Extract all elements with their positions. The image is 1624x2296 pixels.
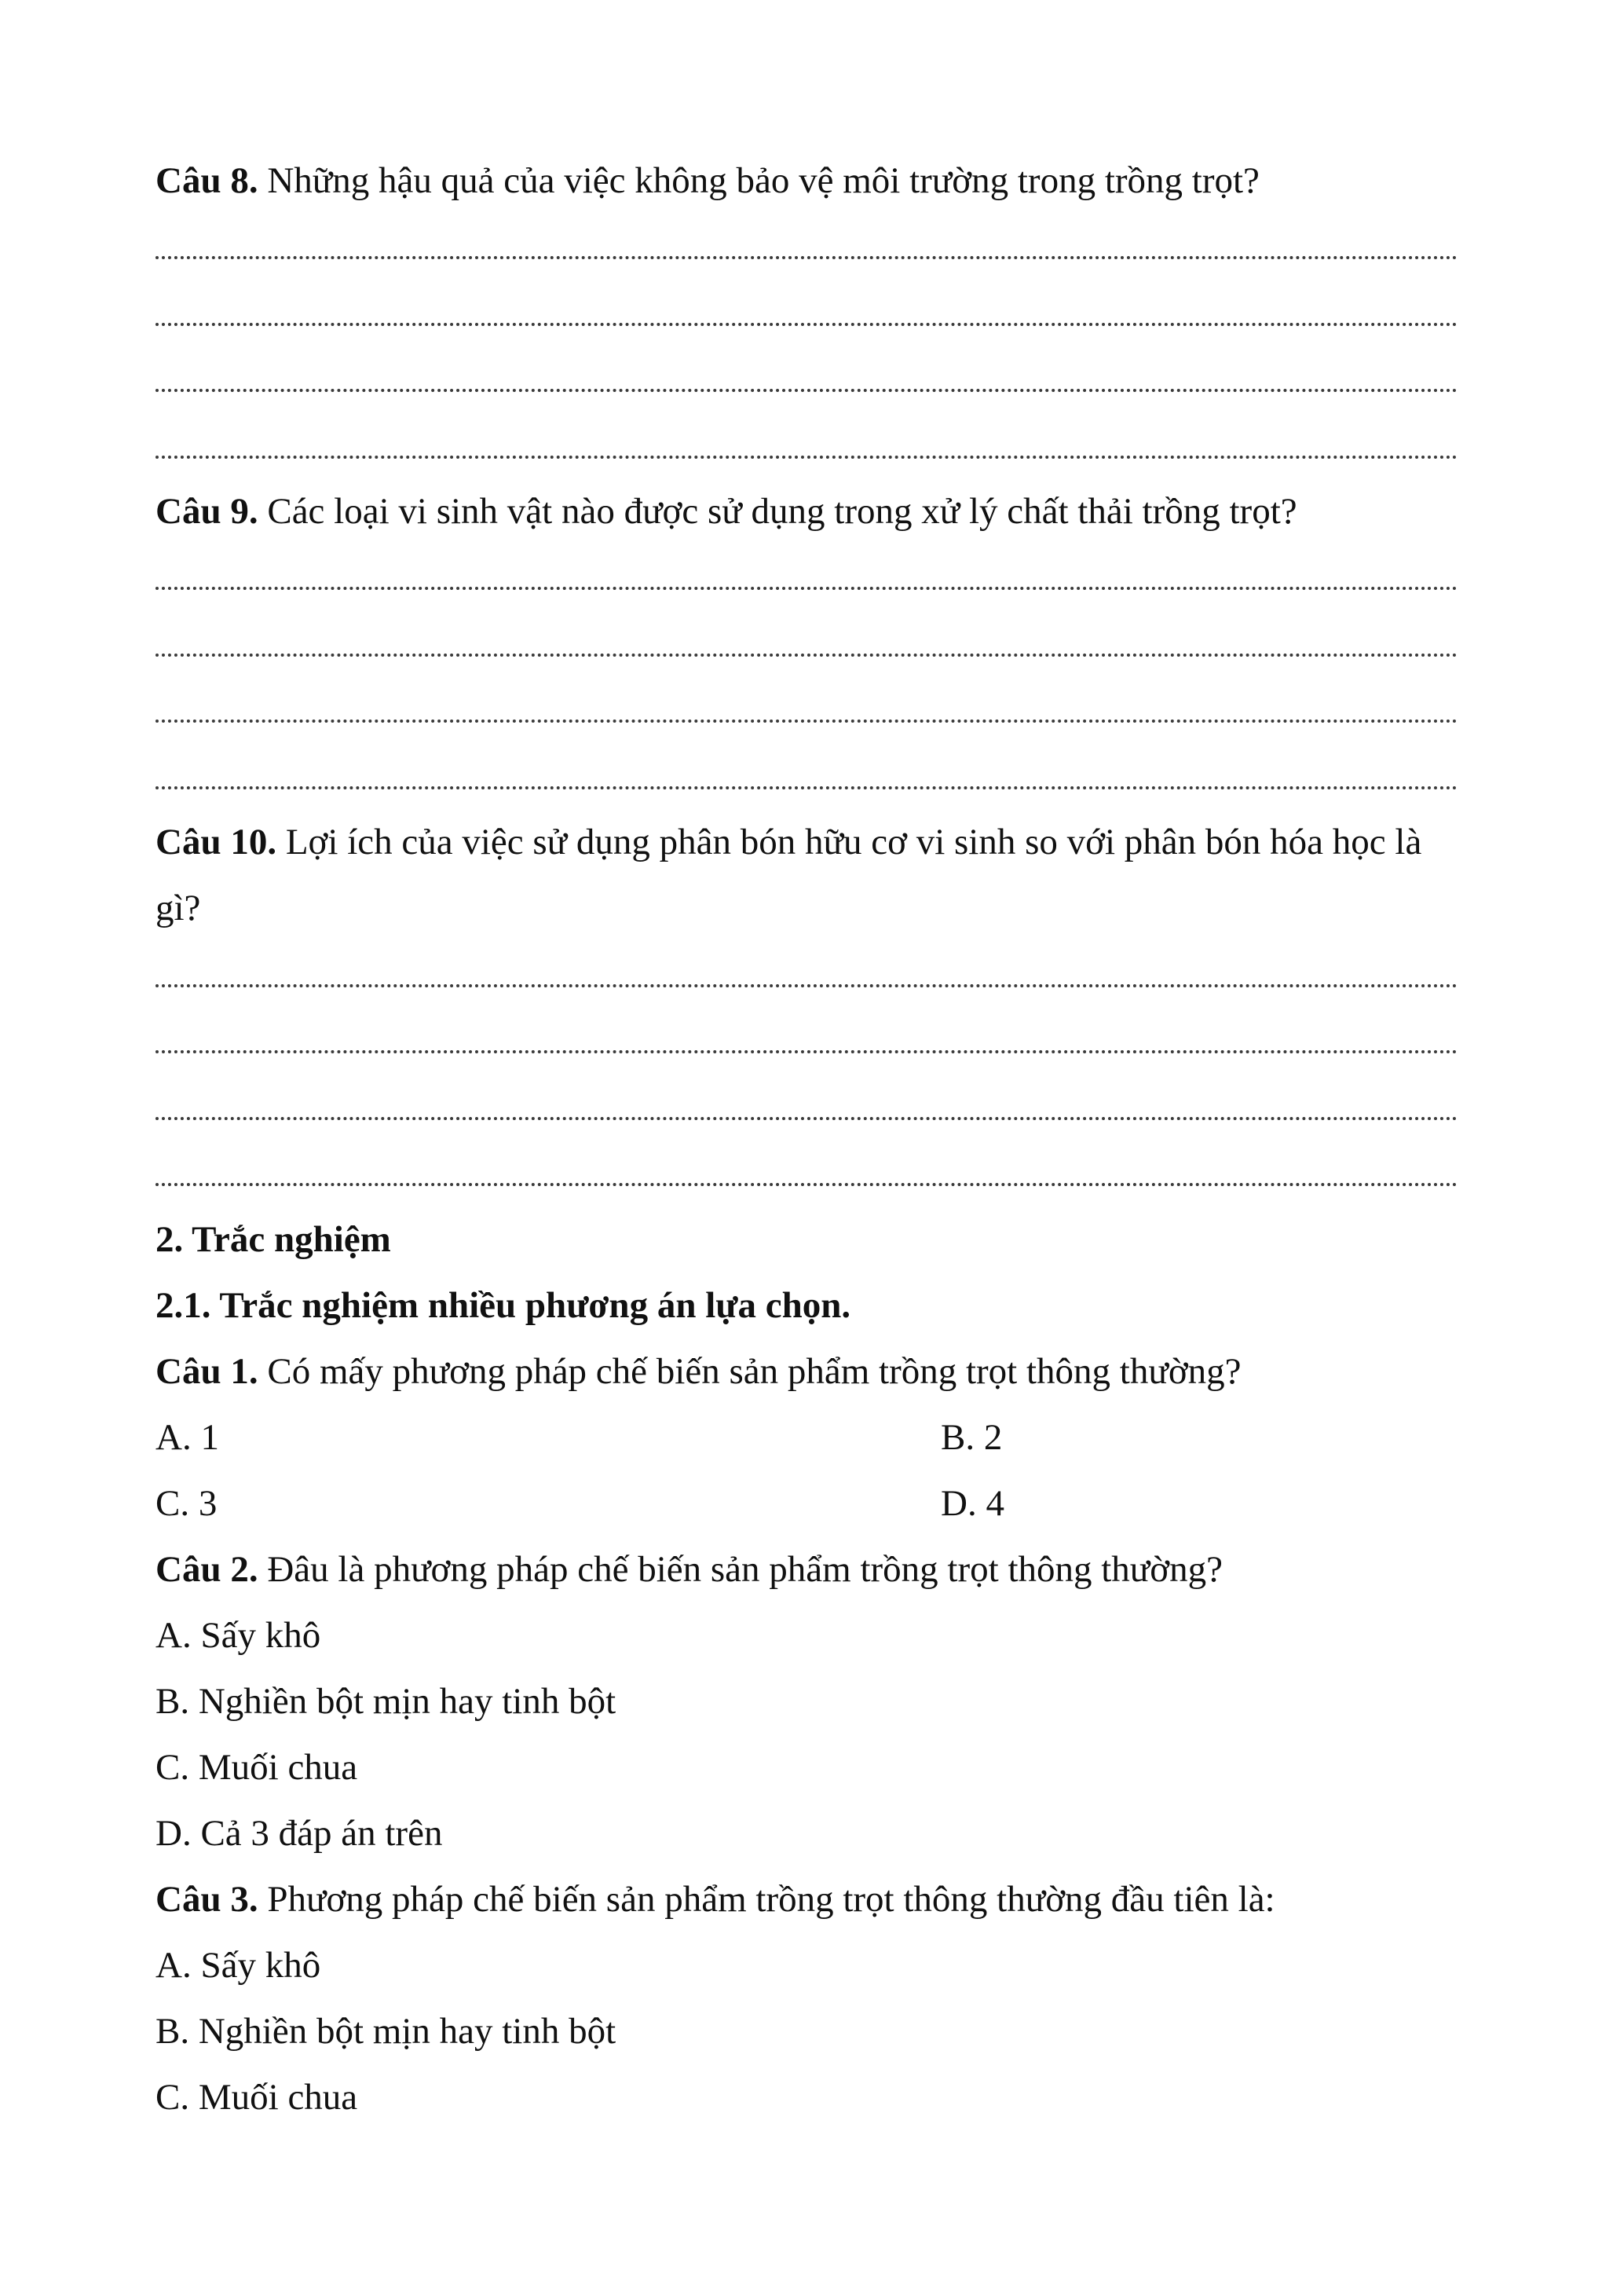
question-9 <box>155 488 1475 535</box>
mc-question-1 <box>155 1348 1475 1395</box>
option-c[interactable]: C. Muối chua <box>155 2077 358 2118</box>
option-c[interactable]: C. Muối chua <box>155 1747 358 1788</box>
answer-line[interactable] <box>155 256 1458 259</box>
question-text: Có mấy phương pháp chế biến sản phẩm trồng trọt thông thường? <box>258 1351 1242 1392</box>
answer-line[interactable] <box>155 323 1458 326</box>
question-label: Câu 2. <box>155 1549 258 1590</box>
option-a[interactable]: A. 1 <box>155 1417 219 1458</box>
answer-line[interactable] <box>155 587 1458 590</box>
question-text: Đâu là phương pháp chế biến sản phẩm trồng trọt thông thường? <box>258 1549 1223 1590</box>
answer-line[interactable] <box>155 1183 1458 1186</box>
question-label: Câu 10. <box>155 822 277 862</box>
mc-question-2 <box>155 1546 1475 1593</box>
answer-line[interactable] <box>155 389 1458 392</box>
mc-question-3 <box>155 1876 1475 1923</box>
question-10-continued: gì? <box>155 888 201 928</box>
question-label: Câu 9. <box>155 491 258 532</box>
question-text: Các loại vi sinh vật nào được sử dụng trong xử lý chất thải trồng trọt? <box>258 491 1297 532</box>
answer-line[interactable] <box>155 720 1458 723</box>
option-b[interactable]: B. Nghiền bột mịn hay tinh bột <box>155 1681 616 1722</box>
option-a[interactable]: A. Sấy khô <box>155 1945 321 1986</box>
question-label: Câu 1. <box>155 1351 258 1392</box>
section-subheading: 2.1. Trắc nghiệm nhiều phương án lựa chọn. <box>155 1285 851 1326</box>
option-b[interactable]: B. Nghiền bột mịn hay tinh bột <box>155 2011 616 2052</box>
option-a[interactable]: A. Sấy khô <box>155 1615 321 1656</box>
answer-line[interactable] <box>155 456 1458 459</box>
option-b[interactable]: B. 2 <box>941 1417 1003 1458</box>
question-text: Phương pháp chế biến sản phẩm trồng trọt thông thường đầu tiên là: <box>258 1879 1275 1920</box>
option-d[interactable]: D. Cả 3 đáp án trên <box>155 1813 443 1854</box>
option-c[interactable]: C. 3 <box>155 1483 218 1524</box>
question-label: Câu 8. <box>155 160 258 201</box>
answer-line[interactable] <box>155 984 1458 987</box>
question-label: Câu 3. <box>155 1879 258 1920</box>
answer-line[interactable] <box>155 786 1458 789</box>
answer-line[interactable] <box>155 1117 1458 1120</box>
question-8 <box>155 157 1475 204</box>
question-text: Những hậu quả của việc không bảo vệ môi trường trong trồng trọt? <box>258 160 1260 201</box>
option-d[interactable]: D. 4 <box>941 1483 1004 1524</box>
question-10 <box>155 818 1475 866</box>
answer-line[interactable] <box>155 654 1458 657</box>
answer-line[interactable] <box>155 1050 1458 1053</box>
question-text: Lợi ích của việc sử dụng phân bón hữu cơ vi sinh so với phân bón hóa học là <box>276 822 1422 862</box>
section-heading: 2. Trắc nghiệm <box>155 1219 391 1260</box>
